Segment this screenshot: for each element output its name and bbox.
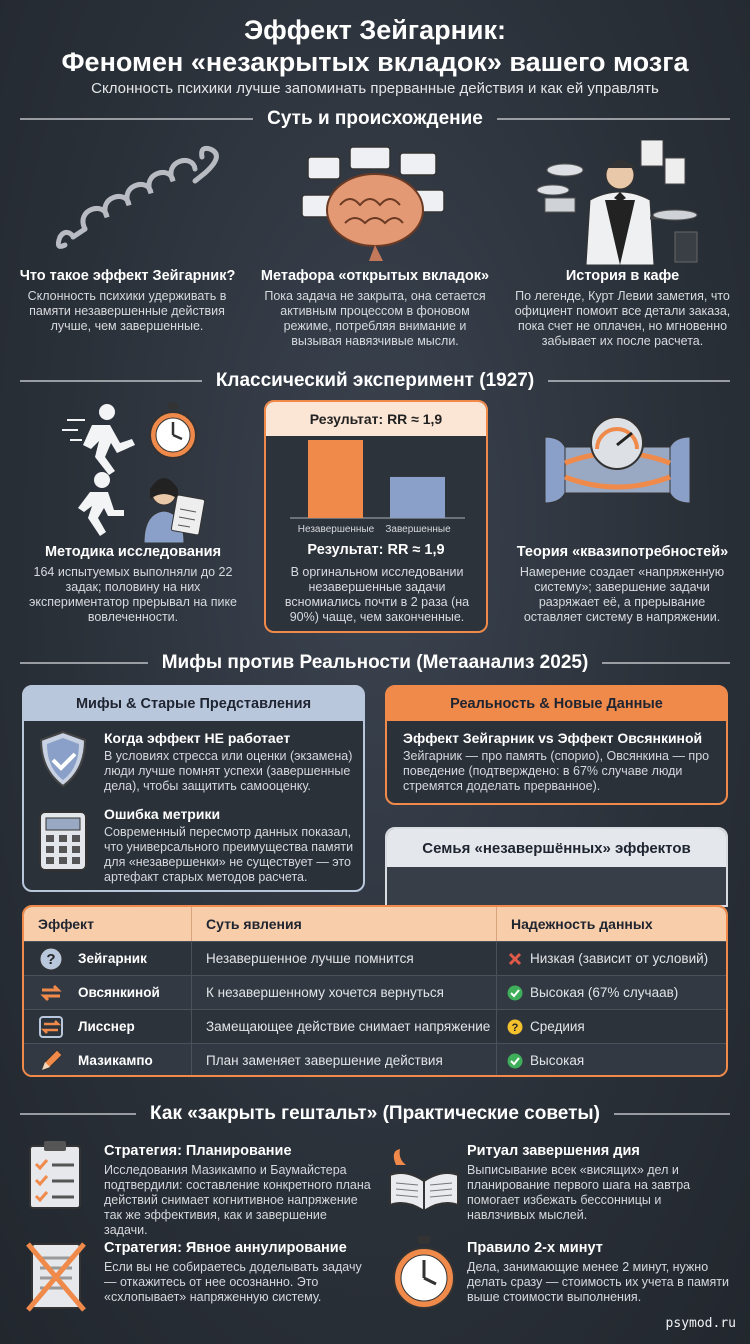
tip1-title: Стратегия: Планирование [104, 1143, 292, 1159]
checklist-icon [26, 1140, 86, 1212]
table-row [24, 1043, 726, 1077]
effect-name: Мазикампо [78, 1053, 153, 1068]
page-subtitle: Склонность психики лучше запоминать прерванные действия и как ей управлять [91, 80, 659, 97]
myth2-text: Современный пересмотр данных показал, что универсального преимущества памяти для «незавершенки» не существует — это артефакт старых методов расчета. [104, 825, 354, 884]
table-row [24, 975, 726, 1009]
tip2-text: Выписывание всек «висящих» дел и планирование первого шага на завтра помогает избежать бессонницы и навлзчивых мыслей. [467, 1163, 691, 1222]
tip1-text: Исследования Мазикампо и Баумайстера подтвердили: составление конкретного плана действий снимает когнитивное напряжение так же эффективия, как и завершение задачи. [104, 1163, 371, 1237]
myth1-text: В условиях стресса или оценки (экзамена) люди лучше помнят успехи (завершенные дела), чтобы защитить самооценку. [104, 749, 353, 793]
tip4-text: Дела, занимающие менее 2 минут, нужно делать сразу — стоимость их учета в памяти выше стоимости выполнения. [467, 1260, 730, 1304]
origin-col2-text: Пока задача не закрыта, она сетается активным процессом в фоновом режиме, потребляя внимание и вызывая навязчивые мысли. [264, 289, 486, 348]
waiter-icon [535, 140, 705, 265]
origin-col3-text: По легенде, Курт Левии заметия, что официент помоит все детали заказа, пока счет не оплачен, но мгновенно забывает их после расчета. [514, 289, 731, 348]
table-header-reliability: Надежность данных [511, 916, 653, 932]
check-status-icon [507, 1053, 523, 1069]
result-title: Результат: RR ≈ 1,9 [307, 542, 445, 558]
result-card-title: Результат: RR ≈ 1,9 [266, 402, 486, 436]
effect-name: Овсянкиной [78, 985, 160, 1000]
origin-col1-text: Склонность психики удерживать в памяти незавершенные действия лучше, чем завершенные. [27, 289, 227, 333]
myth1-title: Когда эффект НЕ работает [104, 730, 291, 746]
myth2-title: Ошибка метрики [104, 806, 221, 822]
theory-text: Намерение создает «напряженную систему»; завершение задачи разряжает её, а прерывание оставляет систему в напряжении. [519, 565, 725, 624]
section-heading-myths: Мифы против Реальности (Метаанализ 2025) [20, 652, 730, 674]
section-heading-experiment: Классический эксперимент (1927) [20, 370, 730, 392]
origin-col1-title: Что такое эффект Зейгарник? [19, 268, 236, 284]
theory-title: Теория «квазипотребностей» [516, 544, 729, 560]
effect-essence: Замещающее действие снимает напряжение [192, 1010, 497, 1043]
table-header-row [24, 907, 726, 941]
effect-essence: План заменяет завершение действия [192, 1044, 497, 1077]
table-body [24, 941, 726, 1077]
tip4-title: Правило 2-х минут [467, 1240, 603, 1256]
effect-name: Лисснер [78, 1019, 135, 1034]
origin-col3-title: История в кафе [565, 268, 680, 284]
page-title-line1: Эффект Зейгарник: [243, 15, 507, 45]
section-heading-origin: Суть и происхождение [20, 108, 730, 130]
pressure-gauge-icon [540, 415, 695, 525]
table-row [24, 941, 726, 975]
arrows-cycle-icon [38, 980, 64, 1006]
cross-status-icon [507, 951, 523, 967]
researcher-icon [138, 475, 210, 543]
method-text: 164 испытуемых выполняли до 22 задак; половину на них экспериментатор прерывал на пике вовлеченности. [28, 565, 238, 624]
result-text: В оргинальном исследовании незавершенные задачи всномиались почти в 2 раза (на 90%) чаще, чем законченные. [284, 565, 470, 624]
table-caption: Семья «незавершённых» эффектов [387, 829, 726, 867]
bar-label-finished: Завершенные [385, 524, 451, 535]
tip2-title: Ритуал завершения дия [467, 1143, 640, 1159]
effect-essence: К незавершенному хочется вернуться [192, 976, 497, 1009]
crossed-document-icon [26, 1240, 86, 1312]
stopwatch-icon-method [146, 403, 201, 461]
effect-essence: Незавершенное лучше помнится [192, 942, 497, 975]
exchange-icon [38, 1014, 64, 1040]
tip3-title: Стратегия: Явное аннулирование [104, 1240, 347, 1256]
bar-unfinished [308, 440, 363, 518]
svg-text:?: ? [46, 950, 56, 968]
shield-check-icon [38, 730, 88, 788]
effect-reliability: Средиия [530, 1019, 585, 1034]
footer-site[interactable]: psymod.ru [665, 1316, 736, 1331]
effect-reliability: Высокая [530, 1053, 585, 1068]
spring-icon [45, 145, 225, 265]
section-heading-tips: Как «закрыть гештальт» (Практические советы) [20, 1103, 730, 1125]
table-header-effect: Эффект [24, 907, 192, 941]
reality-text: Зейгарник — про память (спорио), Овсянкина — про поведение (подтверждено: в 67% случаве люди стремятся доделать прерванное). [403, 749, 710, 793]
table-caption-box [385, 827, 728, 907]
svg-text:?: ? [511, 1021, 519, 1034]
check-status-icon [507, 985, 523, 1001]
open-book-icon [386, 1145, 462, 1209]
page-title-line2: Феномен «незакрытых вкладок» вашего мозга [61, 47, 689, 77]
question-icon [38, 946, 64, 972]
effect-name: Зейгарник [78, 951, 147, 966]
calculator-icon [38, 810, 88, 872]
effects-table [22, 905, 728, 1077]
myths-card-header: Мифы & Старые Представления [24, 687, 363, 721]
stopwatch-icon [390, 1236, 458, 1312]
table-header-essence: Суть явления [192, 907, 497, 941]
effect-reliability: Низкая (зависит от условий) [530, 951, 709, 966]
table-row [24, 1009, 726, 1043]
tip3-text: Если вы не собираетесь доделывать задачу — откажитесь от нее осознанно. Это «схлопывает» напряженную систему. [104, 1260, 362, 1304]
result-bar-chart [280, 438, 470, 538]
brain-tabs-icon [300, 145, 450, 265]
pencil-icon [38, 1048, 64, 1074]
origin-col2-title: Метафора «открытых вкладок» [260, 268, 490, 284]
reality-title: Эффект Зейгарник vs Эффект Овсянкиной [403, 730, 703, 746]
method-title: Методика исследования [44, 544, 222, 560]
bar-finished [390, 477, 445, 518]
bar-label-unfinished: Незавершенные [297, 524, 375, 535]
effect-reliability: Высокая (67% случаав) [530, 985, 679, 1000]
reality-card-header: Реальность & Новые Данные [387, 687, 726, 721]
question-status-icon [507, 1019, 523, 1035]
